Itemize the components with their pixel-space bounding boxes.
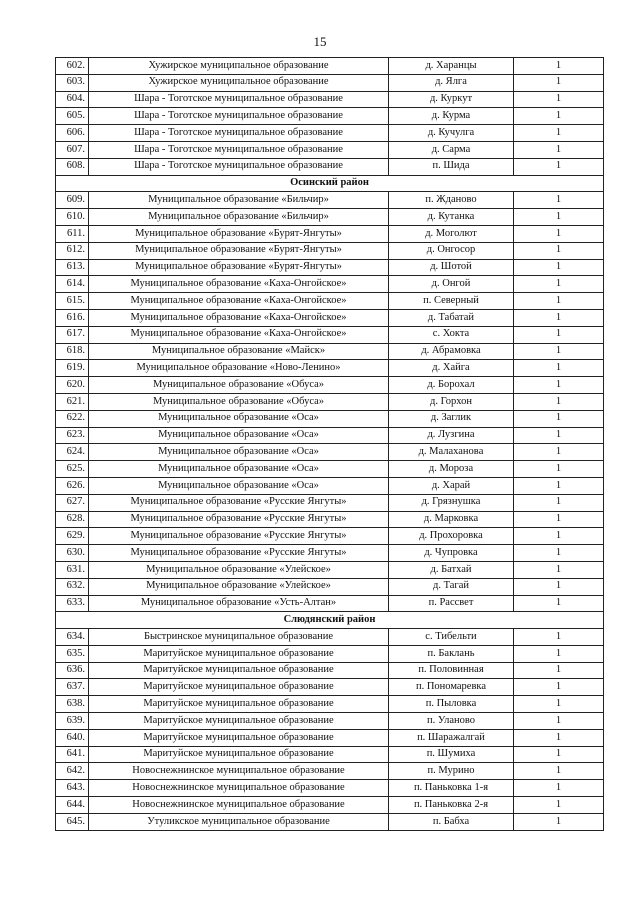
row-number: 628. (56, 511, 89, 528)
table-row (56, 242, 604, 259)
table-row (56, 662, 604, 679)
row-number: 645. (56, 813, 89, 830)
table-row (56, 746, 604, 763)
settlement-name: д. Онгой (389, 276, 514, 293)
municipality-name: Новоснежнинское муниципальное образование (89, 763, 389, 780)
table-row (56, 360, 604, 377)
settlement-name: д. Ялга (389, 74, 514, 91)
count-value: 1 (514, 141, 604, 158)
count-value: 1 (514, 309, 604, 326)
row-number: 623. (56, 427, 89, 444)
municipality-name: Маритуйское муниципальное образование (89, 729, 389, 746)
row-number: 631. (56, 561, 89, 578)
settlement-name: п. Пыловка (389, 696, 514, 713)
count-value: 1 (514, 74, 604, 91)
table-row (56, 74, 604, 91)
settlement-name: д. Горхон (389, 393, 514, 410)
municipality-name: Муниципальное образование «Обуса» (89, 377, 389, 394)
row-number: 644. (56, 797, 89, 814)
municipality-name: Муниципальное образование «Бурят-Янгуты» (89, 259, 389, 276)
municipality-name: Муниципальное образование «Улейское» (89, 561, 389, 578)
table-row (56, 595, 604, 612)
municipality-name: Муниципальное образование «Бурят-Янгуты» (89, 225, 389, 242)
count-value: 1 (514, 293, 604, 310)
table-row (56, 259, 604, 276)
municipality-name: Муниципальное образование «Каха-Онгойское» (89, 326, 389, 343)
municipality-name: Муниципальное образование «Усть-Алтан» (89, 595, 389, 612)
table-row (56, 578, 604, 595)
row-number: 642. (56, 763, 89, 780)
settlement-name: д. Заглик (389, 410, 514, 427)
count-value: 1 (514, 192, 604, 209)
count-value: 1 (514, 511, 604, 528)
settlement-name: д. Абрамовка (389, 343, 514, 360)
table-row (56, 141, 604, 158)
settlement-name: п. Половинная (389, 662, 514, 679)
count-value: 1 (514, 713, 604, 730)
count-value: 1 (514, 763, 604, 780)
row-number: 637. (56, 679, 89, 696)
row-number: 619. (56, 360, 89, 377)
table-row (56, 713, 604, 730)
municipality-name: Шара - Тоготское муниципальное образование (89, 91, 389, 108)
count-value: 1 (514, 125, 604, 142)
count-value: 1 (514, 410, 604, 427)
count-value: 1 (514, 276, 604, 293)
count-value: 1 (514, 108, 604, 125)
row-number: 622. (56, 410, 89, 427)
table-row (56, 326, 604, 343)
table-row (56, 561, 604, 578)
row-number: 625. (56, 461, 89, 478)
settlement-name: д. Грязнушка (389, 494, 514, 511)
municipality-name: Маритуйское муниципальное образование (89, 662, 389, 679)
municipality-name: Муниципальное образование «Майск» (89, 343, 389, 360)
municipality-name: Муниципальное образование «Каха-Онгойское» (89, 309, 389, 326)
table-row (56, 679, 604, 696)
municipality-name: Муниципальное образование «Русские Янгуты» (89, 528, 389, 545)
row-number: 634. (56, 629, 89, 646)
row-number: 607. (56, 141, 89, 158)
count-value: 1 (514, 645, 604, 662)
settlement-name: д. Борохал (389, 377, 514, 394)
table-row (56, 58, 604, 75)
table-row (56, 393, 604, 410)
settlement-name: д. Харанцы (389, 58, 514, 75)
municipality-name: Муниципальное образование «Оса» (89, 461, 389, 478)
municipality-name: Быстринское муниципальное образование (89, 629, 389, 646)
municipality-name: Муниципальное образование «Обуса» (89, 393, 389, 410)
count-value: 1 (514, 377, 604, 394)
count-value: 1 (514, 629, 604, 646)
settlement-name: д. Харай (389, 477, 514, 494)
table-row (56, 629, 604, 646)
municipality-name: Муниципальное образование «Бильчир» (89, 209, 389, 226)
table-row (56, 780, 604, 797)
municipality-name: Маритуйское муниципальное образование (89, 645, 389, 662)
row-number: 617. (56, 326, 89, 343)
table-row (56, 410, 604, 427)
table-row (56, 729, 604, 746)
municipality-name: Муниципальное образование «Русские Янгуты» (89, 494, 389, 511)
settlement-name: п. Паньковка 1-я (389, 780, 514, 797)
settlement-name: п. Шида (389, 158, 514, 175)
table-row (56, 91, 604, 108)
table-row (56, 377, 604, 394)
settlement-name: п. Шаражалгай (389, 729, 514, 746)
count-value: 1 (514, 259, 604, 276)
district-header-row (56, 612, 604, 629)
municipality-name: Шара - Тоготское муниципальное образование (89, 158, 389, 175)
count-value: 1 (514, 393, 604, 410)
settlement-name: д. Кучулга (389, 125, 514, 142)
municipality-name: Муниципальное образование «Русские Янгуты» (89, 545, 389, 562)
count-value: 1 (514, 209, 604, 226)
count-value: 1 (514, 158, 604, 175)
municipality-name: Муниципальное образование «Каха-Онгойское» (89, 276, 389, 293)
district-name: Осинский район (56, 175, 604, 192)
row-number: 620. (56, 377, 89, 394)
count-value: 1 (514, 545, 604, 562)
table-row (56, 444, 604, 461)
count-value: 1 (514, 696, 604, 713)
table-row (56, 276, 604, 293)
municipality-name: Муниципальное образование «Оса» (89, 444, 389, 461)
count-value: 1 (514, 444, 604, 461)
settlement-name: д. Сарма (389, 141, 514, 158)
table-row (56, 309, 604, 326)
settlements-table (55, 57, 604, 831)
row-number: 632. (56, 578, 89, 595)
count-value: 1 (514, 679, 604, 696)
table-row (56, 528, 604, 545)
table-row (56, 209, 604, 226)
row-number: 608. (56, 158, 89, 175)
settlement-name: д. Кутанка (389, 209, 514, 226)
settlement-name: д. Табатай (389, 309, 514, 326)
table-row (56, 763, 604, 780)
row-number: 633. (56, 595, 89, 612)
municipality-name: Муниципальное образование «Оса» (89, 427, 389, 444)
count-value: 1 (514, 528, 604, 545)
settlement-name: д. Куркут (389, 91, 514, 108)
table-row (56, 427, 604, 444)
settlement-name: д. Хайга (389, 360, 514, 377)
row-number: 626. (56, 477, 89, 494)
row-number: 612. (56, 242, 89, 259)
count-value: 1 (514, 461, 604, 478)
settlement-name: п. Мурино (389, 763, 514, 780)
municipality-name: Маритуйское муниципальное образование (89, 713, 389, 730)
row-number: 635. (56, 645, 89, 662)
table-row (56, 461, 604, 478)
row-number: 639. (56, 713, 89, 730)
count-value: 1 (514, 797, 604, 814)
table-row (56, 125, 604, 142)
table-row (56, 343, 604, 360)
row-number: 615. (56, 293, 89, 310)
count-value: 1 (514, 477, 604, 494)
settlement-name: д. Мороза (389, 461, 514, 478)
settlement-name: д. Моголют (389, 225, 514, 242)
municipality-name: Маритуйское муниципальное образование (89, 696, 389, 713)
table-row (56, 696, 604, 713)
settlement-name: д. Лузгина (389, 427, 514, 444)
municipality-name: Маритуйское муниципальное образование (89, 746, 389, 763)
municipality-name: Муниципальное образование «Каха-Онгойское» (89, 293, 389, 310)
district-header-row (56, 175, 604, 192)
municipality-name: Муниципальное образование «Улейское» (89, 578, 389, 595)
row-number: 640. (56, 729, 89, 746)
municipality-name: Муниципальное образование «Бильчир» (89, 192, 389, 209)
table-row (56, 813, 604, 830)
settlement-name: п. Баклань (389, 645, 514, 662)
settlement-name: п. Пономаревка (389, 679, 514, 696)
row-number: 609. (56, 192, 89, 209)
count-value: 1 (514, 427, 604, 444)
count-value: 1 (514, 746, 604, 763)
municipality-name: Муниципальное образование «Ново-Ленино» (89, 360, 389, 377)
count-value: 1 (514, 595, 604, 612)
municipality-name: Хужирское муниципальное образование (89, 58, 389, 75)
row-number: 602. (56, 58, 89, 75)
table-row (56, 494, 604, 511)
municipality-name: Утуликское муниципальное образование (89, 813, 389, 830)
settlement-name: д. Шотой (389, 259, 514, 276)
settlement-name: д. Батхай (389, 561, 514, 578)
count-value: 1 (514, 561, 604, 578)
table-row (56, 158, 604, 175)
row-number: 606. (56, 125, 89, 142)
count-value: 1 (514, 91, 604, 108)
municipality-name: Шара - Тоготское муниципальное образование (89, 141, 389, 158)
municipality-name: Маритуйское муниципальное образование (89, 679, 389, 696)
row-number: 621. (56, 393, 89, 410)
settlement-name: п. Жданово (389, 192, 514, 209)
municipality-name: Новоснежнинское муниципальное образование (89, 797, 389, 814)
row-number: 629. (56, 528, 89, 545)
row-number: 618. (56, 343, 89, 360)
settlement-name: п. Бабха (389, 813, 514, 830)
municipality-name: Новоснежнинское муниципальное образование (89, 780, 389, 797)
settlement-name: п. Рассвет (389, 595, 514, 612)
count-value: 1 (514, 494, 604, 511)
municipality-name: Муниципальное образование «Русские Янгуты» (89, 511, 389, 528)
row-number: 604. (56, 91, 89, 108)
settlement-name: д. Онгосор (389, 242, 514, 259)
settlement-name: п. Шумиха (389, 746, 514, 763)
municipality-name: Шара - Тоготское муниципальное образование (89, 108, 389, 125)
row-number: 624. (56, 444, 89, 461)
row-number: 638. (56, 696, 89, 713)
count-value: 1 (514, 813, 604, 830)
row-number: 613. (56, 259, 89, 276)
municipality-name: Хужирское муниципальное образование (89, 74, 389, 91)
table-row (56, 108, 604, 125)
district-name: Слюдянский район (56, 612, 604, 629)
row-number: 641. (56, 746, 89, 763)
settlement-name: д. Курма (389, 108, 514, 125)
count-value: 1 (514, 578, 604, 595)
table-row (56, 545, 604, 562)
table-row (56, 293, 604, 310)
municipality-name: Шара - Тоготское муниципальное образование (89, 125, 389, 142)
count-value: 1 (514, 225, 604, 242)
settlement-name: п. Северный (389, 293, 514, 310)
row-number: 630. (56, 545, 89, 562)
count-value: 1 (514, 780, 604, 797)
count-value: 1 (514, 58, 604, 75)
row-number: 610. (56, 209, 89, 226)
row-number: 603. (56, 74, 89, 91)
table-row (56, 192, 604, 209)
row-number: 616. (56, 309, 89, 326)
row-number: 605. (56, 108, 89, 125)
table-row (56, 225, 604, 242)
settlement-name: с. Тибельти (389, 629, 514, 646)
count-value: 1 (514, 326, 604, 343)
municipality-name: Муниципальное образование «Оса» (89, 410, 389, 427)
table-row (56, 797, 604, 814)
row-number: 643. (56, 780, 89, 797)
count-value: 1 (514, 242, 604, 259)
row-number: 614. (56, 276, 89, 293)
settlement-name: д. Чупровка (389, 545, 514, 562)
settlement-name: д. Малахановa (389, 444, 514, 461)
row-number: 636. (56, 662, 89, 679)
table-row (56, 511, 604, 528)
municipality-name: Муниципальное образование «Оса» (89, 477, 389, 494)
settlement-name: п. Уланово (389, 713, 514, 730)
count-value: 1 (514, 343, 604, 360)
count-value: 1 (514, 662, 604, 679)
settlement-name: д. Марковка (389, 511, 514, 528)
count-value: 1 (514, 360, 604, 377)
page-number: 15 (313, 34, 327, 49)
table-row (56, 477, 604, 494)
settlement-name: с. Хокта (389, 326, 514, 343)
settlement-name: д. Тагай (389, 578, 514, 595)
settlement-name: д. Прохоровка (389, 528, 514, 545)
settlement-name: п. Паньковка 2-я (389, 797, 514, 814)
row-number: 611. (56, 225, 89, 242)
row-number: 627. (56, 494, 89, 511)
municipality-name: Муниципальное образование «Бурят-Янгуты» (89, 242, 389, 259)
count-value: 1 (514, 729, 604, 746)
table-body (56, 58, 604, 831)
table-row (56, 645, 604, 662)
